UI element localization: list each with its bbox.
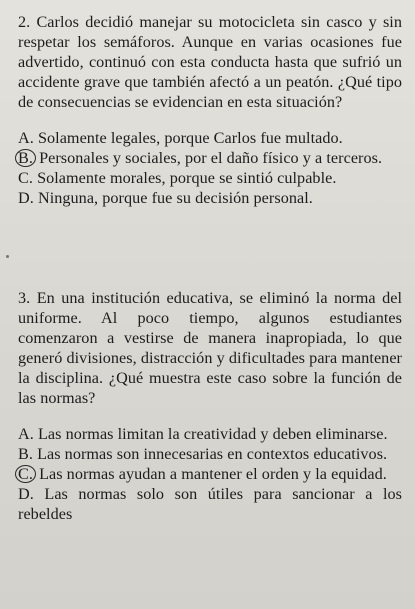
option-letter-circled: B.	[15, 149, 36, 167]
option-3b[interactable]	[18, 444, 402, 464]
option-text: Ninguna, porque fue su decisión personal.	[37, 189, 313, 207]
option-text: Las normas limitan la creatividad y deben eliminarse.	[37, 425, 388, 443]
question-3-text: En una institución educativa, se eliminó la norma del uniforme. Al poco tiempo, algunos estudiantes comenzaron a vestirse de manera inapropiada, lo que generó divisiones, distracción y dificultades para mantener la disciplina. ¿Qué muestra este caso sobre la función de las normas?	[18, 289, 402, 407]
question-2	[18, 12, 402, 208]
question-2-text: Carlos decidió manejar su motocicleta sin casco y sin respetar los semáforos. Aunque en varias ocasiones fue advertido, continuó con esta conducta hasta que sufrió un accidente grave que también afectó a un peatón. ¿Qué tipo de consecuencias se evidencian en esta situación?	[18, 13, 402, 111]
option-2d[interactable]	[18, 188, 402, 208]
option-2c[interactable]	[18, 168, 402, 188]
option-letter: D.	[18, 189, 34, 207]
question-3-stem	[18, 288, 402, 408]
option-letter-circled: C.	[15, 465, 36, 483]
option-text: Solamente morales, porque se sintió culpable.	[37, 169, 337, 187]
question-3	[18, 288, 402, 524]
question-3-number: 3.	[18, 289, 31, 307]
option-2a[interactable]	[18, 128, 402, 148]
option-text: Las normas ayudan a mantener el orden y la equidad.	[39, 465, 387, 483]
option-letter: A.	[18, 129, 34, 147]
question-3-options	[18, 424, 402, 524]
option-text: Solamente legales, porque Carlos fue multado.	[37, 129, 343, 147]
option-text: Las normas son innecesarias en contextos educativos.	[37, 445, 388, 463]
option-3c[interactable]	[18, 464, 402, 484]
question-2-options	[18, 128, 402, 208]
option-text: Las normas solo son útiles para sancionar a los rebeldes	[18, 485, 402, 523]
option-3a[interactable]	[18, 424, 402, 444]
option-letter: B.	[18, 445, 33, 463]
question-2-number: 2.	[18, 13, 31, 31]
option-2b[interactable]	[18, 148, 402, 168]
option-3d[interactable]	[18, 484, 402, 524]
question-2-stem	[18, 12, 402, 112]
option-letter: D.	[18, 485, 34, 503]
option-letter: C.	[18, 169, 33, 187]
option-letter: A.	[18, 425, 34, 443]
option-text: Personales y sociales, por el daño físico y a terceros.	[39, 149, 383, 167]
pencil-mark	[6, 255, 9, 258]
